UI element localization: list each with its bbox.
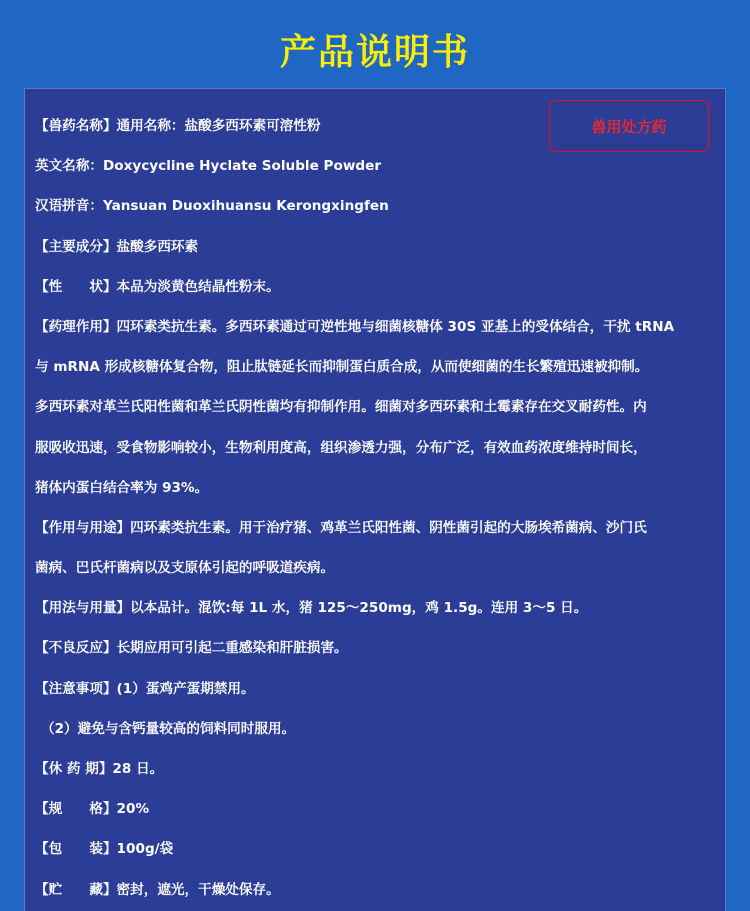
line-english-name: 英文名称：Doxycycline Hyclate Soluble Powder xyxy=(35,158,382,175)
line-indications: 【作用与用途】四环素类抗生素。用于治疗猪、鸡革兰氏阳性菌、阴性菌引起的大肠埃希菌病、沙门氏 xyxy=(35,519,647,536)
line-pharmacology: 多西环素对革兰氏阳性菌和革兰氏阴性菌均有抑制作用。细菌对多西环素和土霉素存在交叉耐药性。内 xyxy=(35,399,647,416)
line-pharmacology: 与 mRNA 形成核糖体复合物，阻止肽链延长而抑制蛋白质合成，从而使细菌的生长繁殖迅速被抑制。 xyxy=(35,359,649,376)
line-pinyin: 汉语拼音：Yansuan Duoxihuansu Kerongxingfen xyxy=(35,198,389,215)
prescription-badge: 兽用处方药 xyxy=(549,100,709,152)
page-title: 产品说明书 xyxy=(279,32,470,73)
instructions-panel xyxy=(24,88,726,911)
line-precautions: （2）避免与含钙量较高的饲料同时服用。 xyxy=(41,720,296,737)
line-pharmacology: 猪体内蛋白结合率为 93%。 xyxy=(35,479,209,496)
line-ingredients: 【主要成分】盐酸多西环素 xyxy=(35,238,199,255)
line-storage: 【贮 藏】密封，遮光，干燥处保存。 xyxy=(35,881,280,898)
instructions-text xyxy=(35,106,725,910)
line-adverse-reactions: 【不良反应】长期应用可引起二重感染和肝脏损害。 xyxy=(35,640,348,657)
line-appearance: 【性 状】本品为淡黄色结晶性粉末。 xyxy=(35,278,280,295)
line-specification: 【规 格】20% xyxy=(35,801,150,818)
line-drug-name: 【兽药名称】通用名称：盐酸多西环素可溶性粉 xyxy=(35,118,321,134)
line-pharmacology: 服吸收迅速，受食物影响较小，生物利用度高，组织渗透力强，分布广泛，有效血药浓度维持时间长， xyxy=(35,439,647,456)
line-pharmacology: 【药理作用】四环素类抗生素。多西环素通过可逆性地与细菌核糖体 30S 亚基上的受体结合，干扰 tRNA xyxy=(35,318,675,335)
line-withdrawal-period: 【休 药 期】28 日。 xyxy=(35,761,164,777)
line-precautions: 【注意事项】(1）蛋鸡产蛋期禁用。 xyxy=(35,680,255,697)
line-dosage: 【用法与用量】以本品计。混饮:每 1L 水，猪 125～250mg，鸡 1.5g。连用 3～5 日。 xyxy=(35,600,588,617)
line-indications: 菌病、巴氏杆菌病以及支原体引起的呼吸道疾病。 xyxy=(35,560,335,577)
line-packaging: 【包 装】100g/袋 xyxy=(35,841,174,858)
